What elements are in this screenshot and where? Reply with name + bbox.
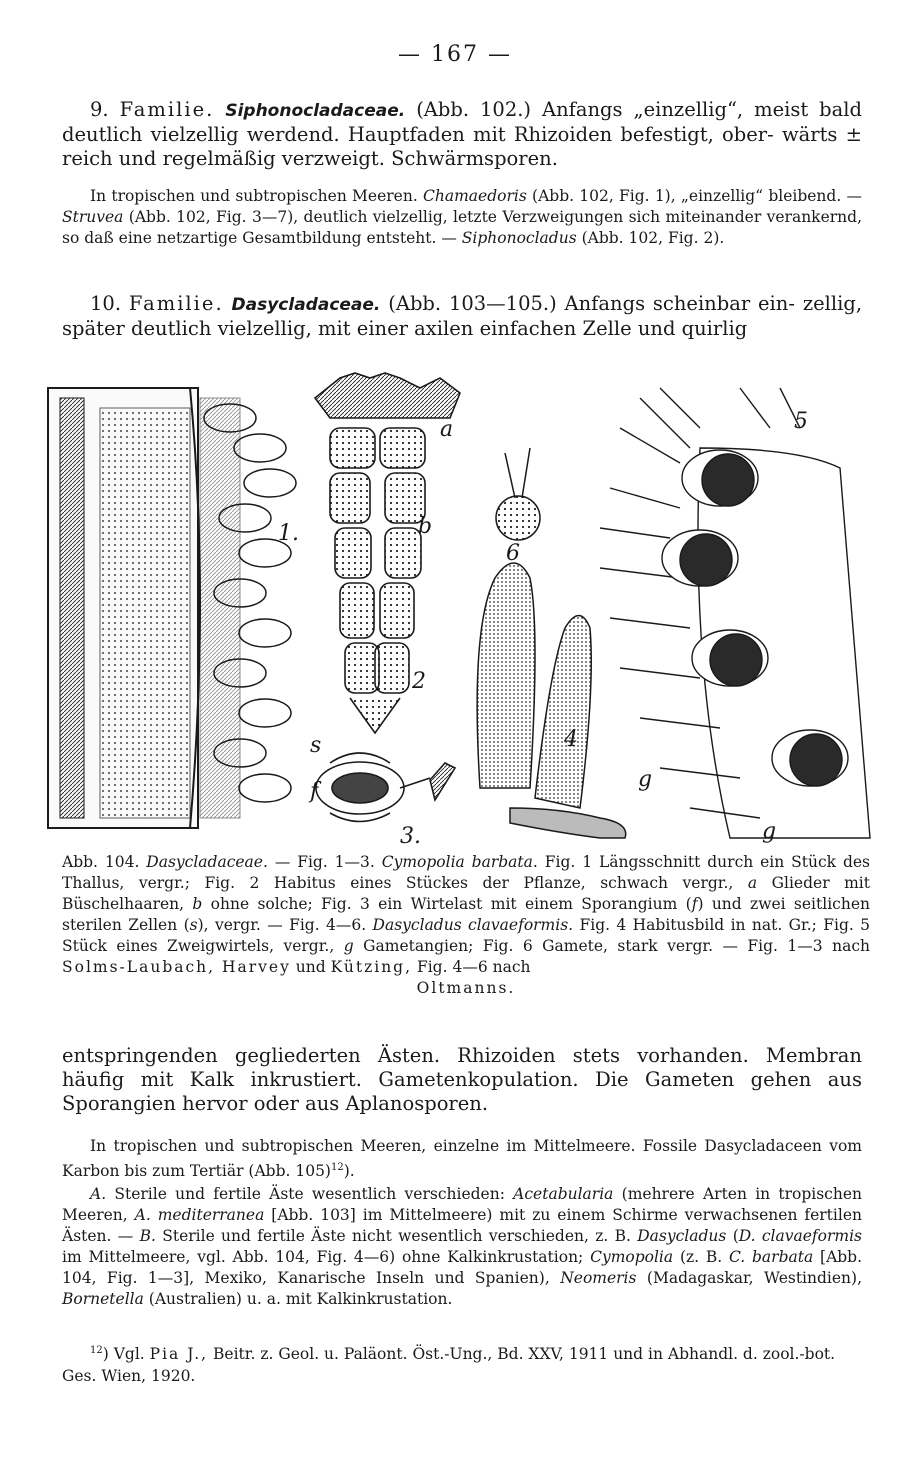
caption-letter: f [691, 895, 698, 913]
note-text: Sterile und fertile Äste nicht wesentlich verschieden, z. B. [162, 1227, 631, 1245]
caption-letter: a [747, 874, 758, 892]
fig1-longitudinal-section [48, 388, 296, 828]
fig-label-6: 6 [506, 541, 520, 566]
caption-text: Abb. 104. [62, 853, 140, 871]
family-9-number: 9. [90, 98, 109, 121]
page-number: — 167 — [398, 42, 512, 67]
genus-name: Chamaedoris [423, 187, 527, 205]
species-name: A. mediterranea [134, 1206, 265, 1224]
caption-taxon: Cymopolia barbata. [381, 853, 538, 871]
caption-text: ), vergr. — Fig. 4—6. [197, 916, 367, 934]
family-9-notes [62, 186, 862, 249]
note-text: (Australien) u. a. mit Kalkinkrustation. [148, 1290, 453, 1308]
genus-name: Dasycladus [637, 1227, 727, 1245]
note-text: (Abb. 102, Fig. 2). [581, 229, 725, 247]
caption-text: Gametangien; Fig. 6 Gamete, stark vergr. — Fig. 1—3 nach [363, 937, 870, 955]
caption-author: Solms-Laubach, Harvey [62, 958, 291, 976]
caption-text: Fig. 4—6 nach [416, 958, 531, 976]
note-text: Sterile und fertile Äste wesentlich verschieden: [114, 1185, 505, 1203]
body-continuation [62, 1044, 862, 1116]
fig3-whorl-branch [316, 753, 455, 822]
fig-label-a: a [440, 417, 454, 442]
note-text: im Mittelmeere, vgl. Abb. 104, Fig. 4—6) ohne Kalkinkrustation; [62, 1248, 584, 1266]
footnote [62, 1340, 870, 1387]
genus-name: Neomeris [560, 1269, 637, 1287]
family-9-line3: wärts ± reich und regelmäßig verzweigt. Schwärmsporen. [62, 123, 862, 170]
genus-name: Acetabularia [513, 1185, 614, 1203]
caption-author: Kützing, [330, 958, 413, 976]
genus-name: Cymopolia [590, 1248, 674, 1266]
fig-label-b: b [418, 514, 433, 539]
note-text: (Abb. 102, Fig. 1), „einzellig“ bleibend. — [532, 187, 863, 205]
fig-label-4: 4 [564, 727, 578, 752]
caption-text: — Fig. 1—3. [274, 853, 375, 871]
note-key: B. [139, 1227, 156, 1245]
caption-text: Glieder mit Büschelhaaren, [62, 874, 870, 913]
family-10-paragraph [62, 292, 862, 341]
caption-taxon: Dasycladaceae. [146, 853, 268, 871]
fig6-gamete [496, 448, 540, 540]
fig-label-f: f [310, 779, 319, 804]
note-text: (z. B. [679, 1248, 723, 1266]
note-text: [Abb. 104, Fig. 1—3], Mexiko, Kanarische Inseln und Spanien), [62, 1248, 863, 1287]
figure-abb-104 [40, 368, 880, 850]
fig-label-g-1: g [638, 767, 653, 792]
family-9-line1: (Abb. 102.) Anfangs „einzellig“, meist [416, 98, 809, 121]
fig-label-s: s [310, 733, 322, 758]
note-text: In tropischen und subtropischen Meeren, einzelne im Mittelmeere. Fossile Dasycladaceen vom Karbon bis zum Tertiär (Abb. 105) [62, 1137, 862, 1181]
note-text: In tropischen und subtropischen Meeren. [90, 187, 418, 205]
genus-name: Siphonocladus [461, 229, 577, 247]
caption-text: und [295, 958, 326, 976]
fig-label-g-2: g [762, 819, 777, 844]
distribution-note [62, 1136, 862, 1182]
fig4-habit-club [477, 563, 626, 838]
species-name: D. clavaeformis [738, 1227, 862, 1245]
body-text: entspringenden gegliederten Ästen. Rhizoiden stets vorhanden. Membran häufig mit Kalk inkrustiert. Gametenkopulation. Die Gameten gehen aus Sporangien hervor oder aus Aplanosporen. [62, 1044, 862, 1115]
family-10-line1: (Abb. 103—105.) Anfangs scheinbar ein- [388, 292, 795, 315]
caption-taxon: Dasycladus clavaeformis. [372, 916, 574, 934]
fig-label-5: 5 [794, 409, 808, 434]
note-key: A. [90, 1185, 107, 1203]
species-name: C. barbata [728, 1248, 814, 1266]
family-9-name: Siphonocladaceae. [225, 101, 406, 121]
footnote-marker: 12 [90, 1345, 103, 1356]
family-10-word: Familie. [128, 292, 224, 315]
note-text: (mehrere Arten in tropischen Meeren, [62, 1185, 862, 1224]
caption-text: ) und zwei seitlichen sterilen Zellen ( [62, 895, 870, 934]
note-text: (Madagaskar, Westindien), [646, 1269, 863, 1287]
family-10-number: 10. [90, 292, 122, 315]
caption-letter: b [192, 895, 203, 913]
figure-caption [62, 852, 870, 999]
caption-letter: g [343, 937, 354, 955]
caption-text: ohne solche; Fig. 3 ein Wirtelast mit einem Sporangium ( [210, 895, 692, 913]
note-text: (Abb. 102, Fig. 3—7), deutlich vielzellig, letzte Verzweigungen sich miteinander verankernd, so daß eine netzartige Gesamtbildung entsteht. — [62, 208, 862, 247]
family-9-paragraph [62, 98, 862, 171]
family-10-line2: zellig, später deutlich vielzellig, mit einer axilen einfachen Zelle und quirlig [62, 292, 863, 340]
footnote-author: Pia J., [149, 1345, 209, 1364]
footnote-text: Beitr. z. Geol. u. Paläont. Öst.-Ung., Bd. XXV, 1911 und in Abhandl. d. zool.-bot. Ges. Wien, 1920. [62, 1345, 836, 1386]
caption-author: Oltmanns. [416, 979, 516, 997]
family-10-name: Dasycladaceae. [231, 295, 381, 315]
family-9-word: Familie. [119, 98, 215, 121]
note-text: ( [732, 1227, 739, 1245]
genera-note [62, 1184, 862, 1310]
note-text: ). [343, 1162, 355, 1181]
note-text: [Abb. 103] im Mittelmeere) mit zu einem Schirme verwachsenen fertilen Ästen. — [62, 1206, 862, 1245]
footnote-ref: 12 [330, 1162, 344, 1173]
caption-text: Fig. 1 Längsschnitt durch ein Stück des Thallus, vergr.; Fig. 2 Habitus eines Stückes der Pflanze, schwach vergr., [62, 853, 870, 892]
caption-letter: s [189, 916, 198, 934]
caption-text: Fig. 4 Habitusbild in nat. Gr.; Fig. 5 Stück eines Zweigwirtels, vergr., [62, 916, 871, 955]
fig-label-1: 1. [278, 521, 299, 546]
footnote-text: ) Vgl. [102, 1345, 145, 1364]
fig-label-2: 2 [412, 669, 426, 694]
fig2-habitus [315, 373, 460, 733]
fig-label-3: 3. [400, 824, 421, 849]
genus-name: Struvea [62, 208, 124, 226]
family-9-line2: bald deutlich vielzellig werdend. Hauptfaden mit Rhizoiden befestigt, ober- [62, 98, 862, 146]
genus-name: Bornetella [62, 1290, 144, 1308]
